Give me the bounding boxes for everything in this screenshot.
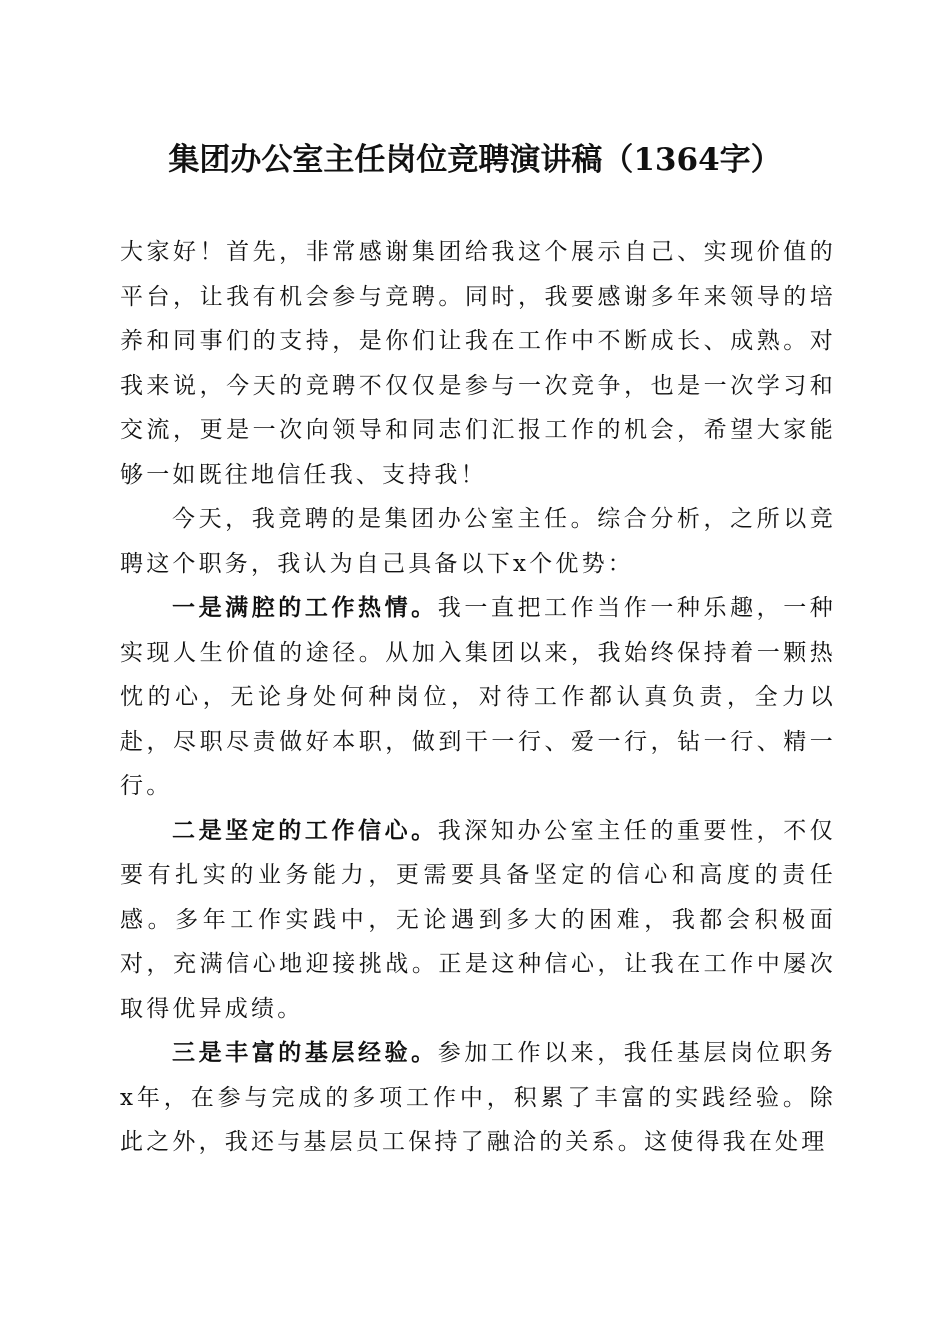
paragraph-lead: 一是满腔的工作热情。 <box>172 594 438 621</box>
paragraph-advantage-3 <box>120 1031 836 1165</box>
paragraph-advantage-1 <box>120 586 836 809</box>
document-body <box>120 230 836 1165</box>
page-title: 集团办公室主任岗位竞聘演讲稿（1364字） <box>168 142 782 178</box>
paragraph-text: 我深知办公室主任的重要性，不仅要有扎实的业务能力，更需要具备坚定的信心和高度的责任感。多年工作实践中，无论遇到多大的困难，我都会积极面对，充满信心地迎接挑战。正是这种信心，让我在工作中屡次取得优异成绩。 <box>120 817 836 1022</box>
paragraph-text: 参加工作以来，我任基层岗位职务x年，在参与完成的多项工作中，积累了丰富的实践经验。除此之外，我还与基层员工保持了融洽的关系。这使得我在处理 <box>120 1040 836 1155</box>
paragraph-lead: 三是丰富的基层经验。 <box>172 1039 438 1066</box>
paragraph-lead: 二是坚定的工作信心。 <box>172 816 438 844</box>
paragraph-advantage-2 <box>120 809 836 1032</box>
paragraph-text: 今天，我竞聘的是集团办公室主任。综合分析，之所以竞聘这个职务，我认为自己具备以下x个优势： <box>120 506 836 577</box>
paragraph-greeting <box>120 230 836 497</box>
paragraph-text: 我一直把工作当作一种乐趣，一种实现人生价值的途径。从加入集团以来，我始终保持着一颗热忱的心，无论身处何种岗位，对待工作都认真负责，全力以赴，尽职尽责做好本职，做到干一行、爱一行，钻一行、精一行。 <box>120 595 836 799</box>
paragraph-text: 大家好！首先，非常感谢集团给我这个展示自己、实现价值的平台，让我有机会参与竞聘。同时，我要感谢多年来领导的培养和同事们的支持，是你们让我在工作中不断成长、成熟。对我来说，今天的竞聘不仅仅是参与一次竞争，也是一次学习和交流，更是一次向领导和同志们汇报工作的机会，希望大家能够一如既往地信任我、支持我！ <box>120 239 836 488</box>
paragraph-intro <box>120 497 836 586</box>
